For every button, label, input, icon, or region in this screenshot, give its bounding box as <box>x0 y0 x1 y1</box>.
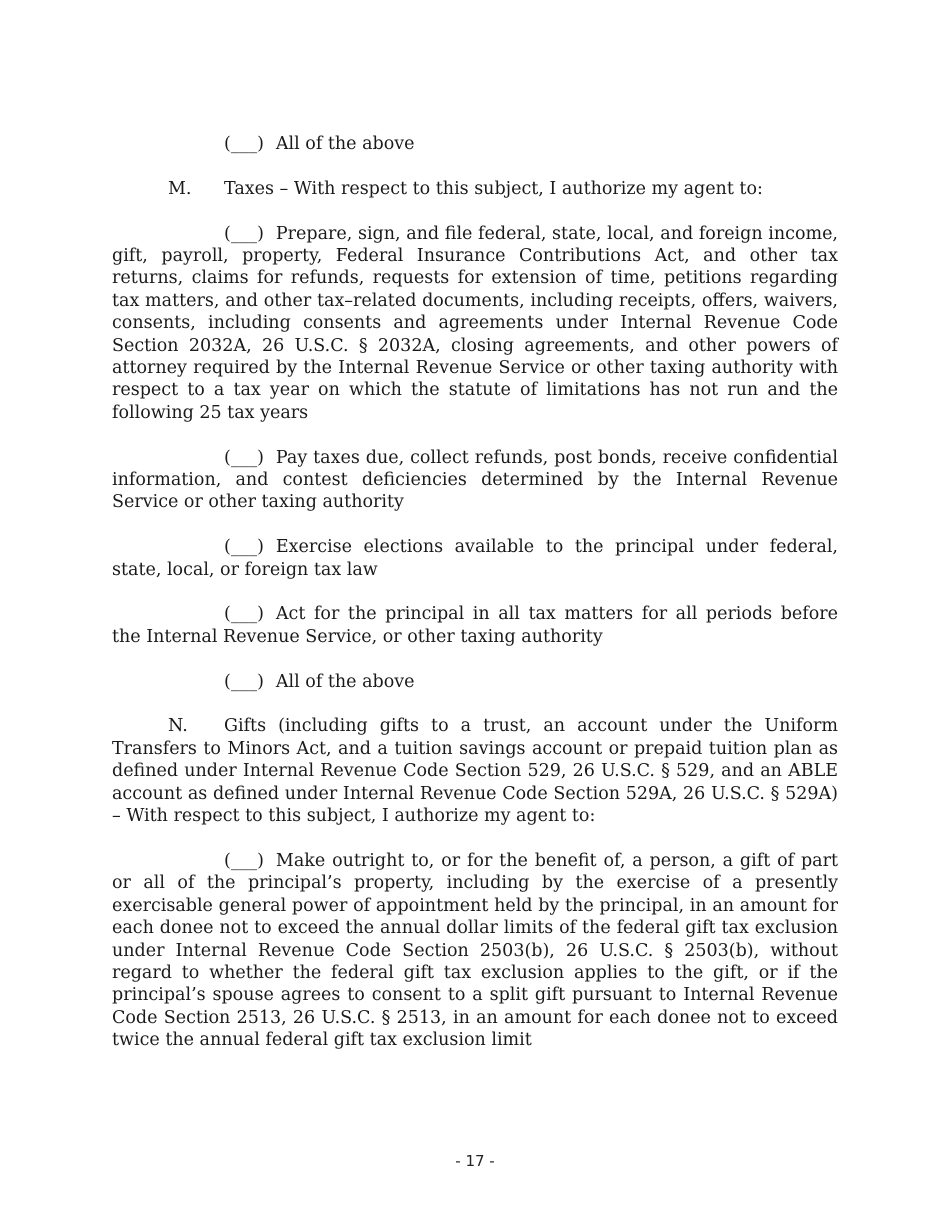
option-blank[interactable]: (___) <box>224 537 264 558</box>
section-m-heading <box>112 178 838 200</box>
option-m-pay <box>112 447 838 514</box>
option-n-outright <box>112 850 838 1052</box>
section-letter: N. <box>168 716 188 737</box>
option-l-all-above <box>112 133 838 155</box>
option-blank[interactable]: (___) <box>224 223 264 244</box>
option-text: All of the above <box>275 134 415 154</box>
option-m-act <box>112 603 838 648</box>
option-blank[interactable]: (___) <box>224 850 264 871</box>
option-text: Pay taxes due, collect refunds, post bonds, receive confidential information, and contest deficiencies determined by the Internal Revenue Service or other taxing authority <box>112 447 838 513</box>
option-m-all-above <box>112 671 838 693</box>
option-m-elections <box>112 536 838 581</box>
option-text: Act for the principal in all tax matters for all periods before the Internal Revenue Service, or other taxing authority <box>112 604 838 647</box>
document-page <box>112 133 838 1074</box>
section-heading-text: Taxes – With respect to this subject, I authorize my agent to: <box>224 178 763 199</box>
option-blank[interactable]: (___) <box>224 671 264 692</box>
option-text: Make outright to, or for the benefit of, a person, a gift of part or all of the principal’s property, including by the exercise of a presently exercisable general power of appointment held by the principal, in an amount for each donee not to exceed the annual dollar limits of the federal gift tax exclusion under Internal Revenue Code Section 2503(b), 26 U.S.C. § 2503(b), without regard to whether the federal gift tax exclusion applies to the gift, or if the principal’s spouse agrees to consent to a split gift pursuant to Internal Revenue Code Section 2513, 26 U.S.C. § 2513, in an amount for each donee not to exceed twice the annual federal gift tax exclusion limit <box>112 850 838 1051</box>
option-text: Prepare, sign, and file federal, state, local, and foreign income, gift, payroll, property, Federal Insurance Contributions Act, and other tax returns, claims for refunds, requests for extension of time, petitions regarding tax matters, and other tax–related documents, including receipts, offers, waivers, consents, including consents and agreements under Internal Revenue Code Section 2032A, 26 U.S.C. § 2032A, closing agreements, and other powers of attorney required by the Internal Revenue Service or other taxing authority with respect to a tax year on which the statute of limitations has not run and the following 25 tax years <box>112 223 838 423</box>
section-n-heading <box>112 715 838 827</box>
page-number: - 17 - <box>455 1152 495 1170</box>
option-blank[interactable]: (___) <box>224 134 264 154</box>
option-blank[interactable]: (___) <box>224 604 264 625</box>
option-blank[interactable]: (___) <box>224 447 264 468</box>
section-heading-text: Gifts (including gifts to a trust, an account under the Uniform Transfers to Minors Act, and a tuition savings account or prepaid tuition plan as defined under Internal Revenue Code Section 529, 26 U.S.C. § 529, and an ABLE account as defined under Internal Revenue Code Section 529A, 26 U.S.C. § 529A) – With respect to this subject, I authorize my agent to: <box>112 716 838 827</box>
option-text: All of the above <box>275 671 415 692</box>
option-m-prepare <box>112 223 838 425</box>
option-text: Exercise elections available to the principal under federal, state, local, or foreign tax law <box>112 537 838 580</box>
section-letter: M. <box>168 178 192 199</box>
